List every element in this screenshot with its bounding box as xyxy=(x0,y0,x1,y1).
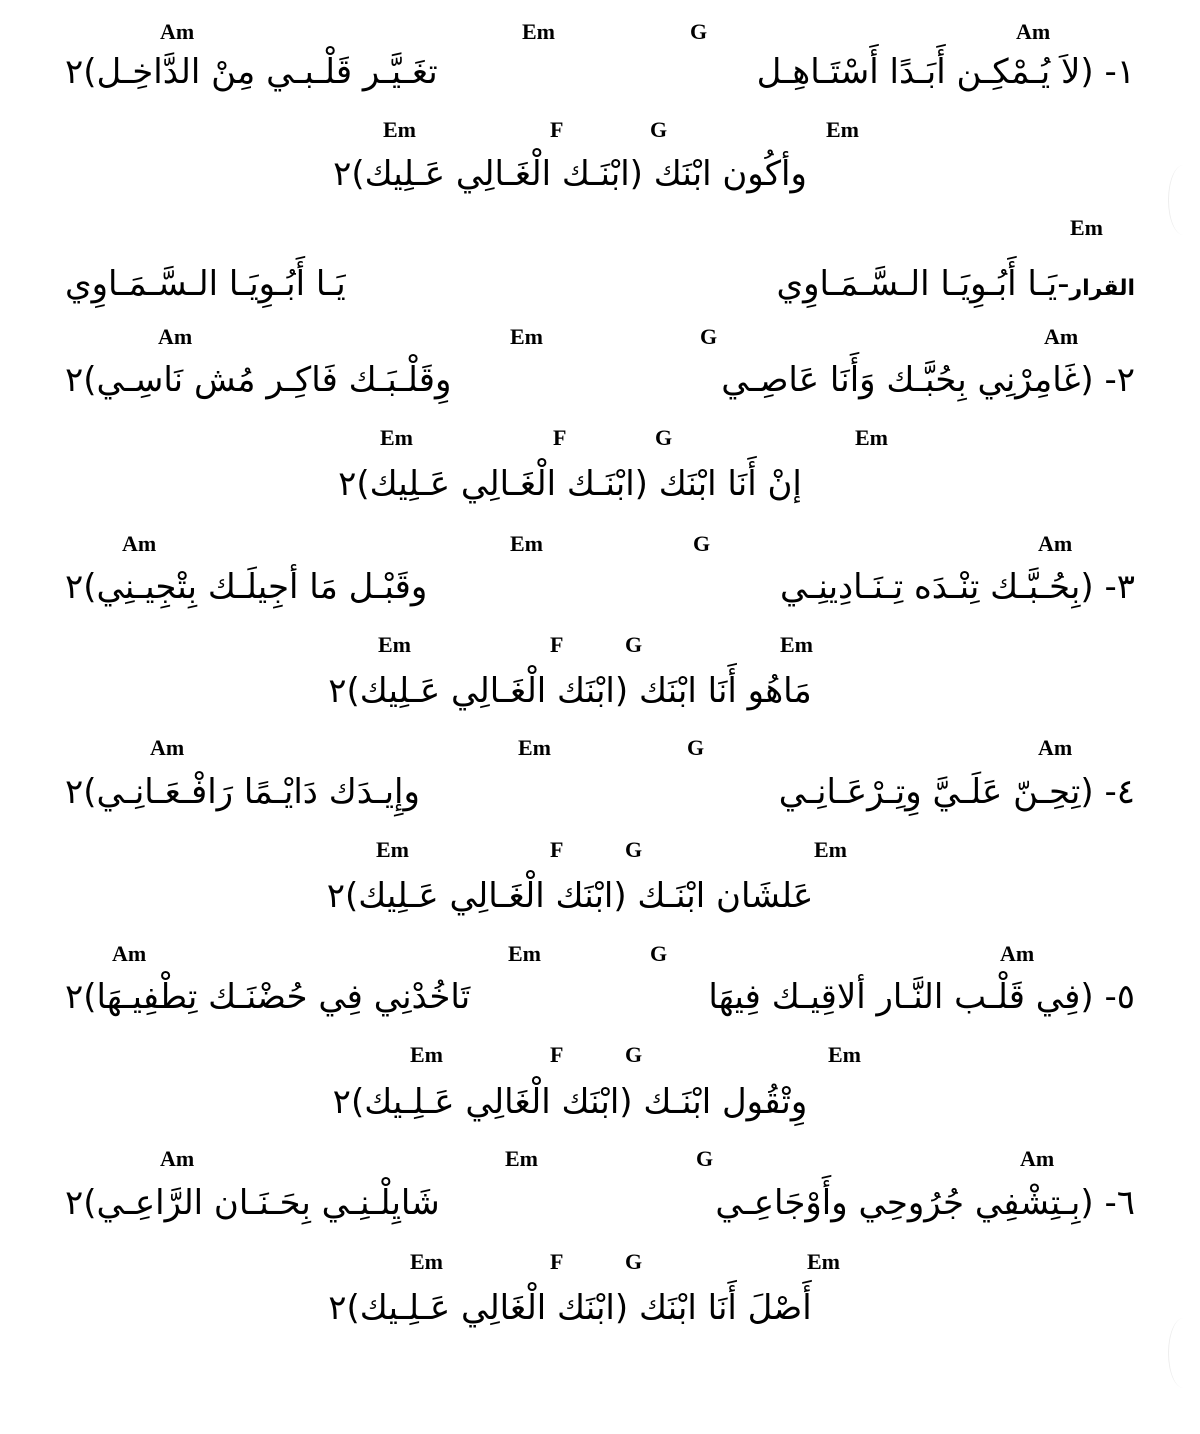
chord-em: Em xyxy=(410,1249,443,1274)
verse-1-line-b: تغَـيَّـر قَلْـبـي مِنْ الدَّاخِـل)٢ xyxy=(65,52,438,92)
chord-em: Em xyxy=(508,941,541,966)
chord-g: G xyxy=(650,941,668,966)
chord-em: Em xyxy=(383,117,416,142)
chord-em: Em xyxy=(814,837,847,862)
chord-g: G xyxy=(625,1042,643,1067)
chord-g: G xyxy=(693,531,711,556)
chord-f: F xyxy=(550,1249,564,1274)
chord-em: Em xyxy=(522,19,555,44)
verse-3-line-a: ٣- (بِحُـبَّـك تِنْـدَه تِـنَـادِينِـي xyxy=(780,567,1135,607)
verse-2-refrain-line: إنْ أَنَا ابْنَك (ابْنَـك الْغَـالِي عَـلِيك)٢ xyxy=(338,464,802,504)
chord-em: Em xyxy=(505,1146,538,1171)
chord-am: Am xyxy=(1038,735,1073,760)
chord-f: F xyxy=(550,837,564,862)
chord-g: G xyxy=(625,1249,643,1274)
chord-em: Em xyxy=(828,1042,861,1067)
chord-am: Am xyxy=(160,1146,195,1171)
verse-2-line-a: ٢- (غَامِرْنِي بِحُبَّـك وَأَنَا عَاصِـي xyxy=(721,360,1135,400)
refrain-line-b: يَـا أَبُـوِيَـا الـسَّـمَـاوِي xyxy=(65,264,346,304)
verse-1-refrain-line: وأكُون ابْنَك (ابْنَـك الْغَـالِي عَـلِيك)٢ xyxy=(333,154,807,194)
chord-g: G xyxy=(690,19,708,44)
chord-em: Em xyxy=(410,1042,443,1067)
chord-em: Em xyxy=(826,117,859,142)
chord-em: Em xyxy=(380,425,413,450)
chord-g: G xyxy=(655,425,673,450)
chord-em: Em xyxy=(518,735,551,760)
scan-mark xyxy=(1168,165,1199,235)
chord-am: Am xyxy=(150,735,185,760)
refrain-line-a-text: -يَـا أَبُـوِيَـا الـسَّـمَـاوِي xyxy=(776,264,1070,304)
verse-4-line-b: وإِيـدَك دَايْـمًا رَافْـعَـانِـي)٢ xyxy=(65,772,420,812)
chord-g: G xyxy=(625,632,643,657)
chord-f: F xyxy=(550,117,564,142)
refrain-label: القرار xyxy=(1069,276,1135,301)
chord-em: Em xyxy=(780,632,813,657)
chord-am: Am xyxy=(160,19,195,44)
chord-g: G xyxy=(687,735,705,760)
chord-g: G xyxy=(700,324,718,349)
verse-6-line-b: شَايِلْـنِـي بِحَـنَـان الرَّاعِـي)٢ xyxy=(65,1183,440,1223)
chord-am: Am xyxy=(112,941,147,966)
chord-f: F xyxy=(550,1042,564,1067)
chord-g: G xyxy=(696,1146,714,1171)
chord-am: Am xyxy=(1016,19,1051,44)
verse-5-line-a: ٥- (فِي قَلْـب النَّـار ألاقِيـك فِيهَا xyxy=(708,977,1135,1017)
chord-em: Em xyxy=(510,531,543,556)
verse-1-line-a: ١- (لاَ يُـمْكِـن أَبَـدًا أَسْتَـاهِـل xyxy=(756,52,1135,92)
verse-3-refrain-line: مَاهُو أَنَا ابْنَك (ابْنَك الْغَـالِي عَـلِيك)٢ xyxy=(328,671,812,711)
chord-f: F xyxy=(550,632,564,657)
chord-am: Am xyxy=(1044,324,1079,349)
chord-g: G xyxy=(650,117,668,142)
chord-em: Em xyxy=(807,1249,840,1274)
chord-g: G xyxy=(625,837,643,862)
chord-am: Am xyxy=(1020,1146,1055,1171)
chord-am: Am xyxy=(1000,941,1035,966)
chord-am: Am xyxy=(122,531,157,556)
verse-5-refrain-line: وِتْقُول ابْنَـك (ابْنَك الْغَالِي عَـلِـيك)٢ xyxy=(332,1082,808,1122)
verse-5-line-b: تَاخُدْنِي فِي حُضْنَـك تِطْفِيـهَا)٢ xyxy=(65,977,471,1017)
verse-6-line-a: ٦- (بِـتِشْفِي جُرُوحِي وأَوْجَاعِـي xyxy=(715,1183,1135,1223)
verse-2-line-b: وِقَلْـبَـك فَاكِـر مُش نَاسِـي)٢ xyxy=(65,360,452,400)
refrain-line-a xyxy=(635,262,1135,311)
verse-3-line-b: وقَبْـل مَا أجِيلَـك بِتْجِيـنِي)٢ xyxy=(65,567,428,607)
chord-em: Em xyxy=(376,837,409,862)
chord-em: Em xyxy=(1070,215,1103,240)
verse-4-refrain-line: عَلشَان ابْنَـك (ابْنَك الْغَـالِي عَـلِيك)٢ xyxy=(326,876,814,916)
scan-mark xyxy=(1168,1318,1199,1388)
chord-am: Am xyxy=(158,324,193,349)
chord-em: Em xyxy=(510,324,543,349)
chord-em: Em xyxy=(855,425,888,450)
verse-6-refrain-line: أَصْلَ أَنَا ابْنَك (ابْنَك الْغَالِي عَـلِـيك)٢ xyxy=(328,1288,812,1328)
verse-4-line-a: ٤- (تِحِـنّ عَلَـيَّ وِتِـرْعَـانِـي xyxy=(778,772,1135,812)
chord-em: Em xyxy=(378,632,411,657)
chord-am: Am xyxy=(1038,531,1073,556)
chord-f: F xyxy=(553,425,567,450)
